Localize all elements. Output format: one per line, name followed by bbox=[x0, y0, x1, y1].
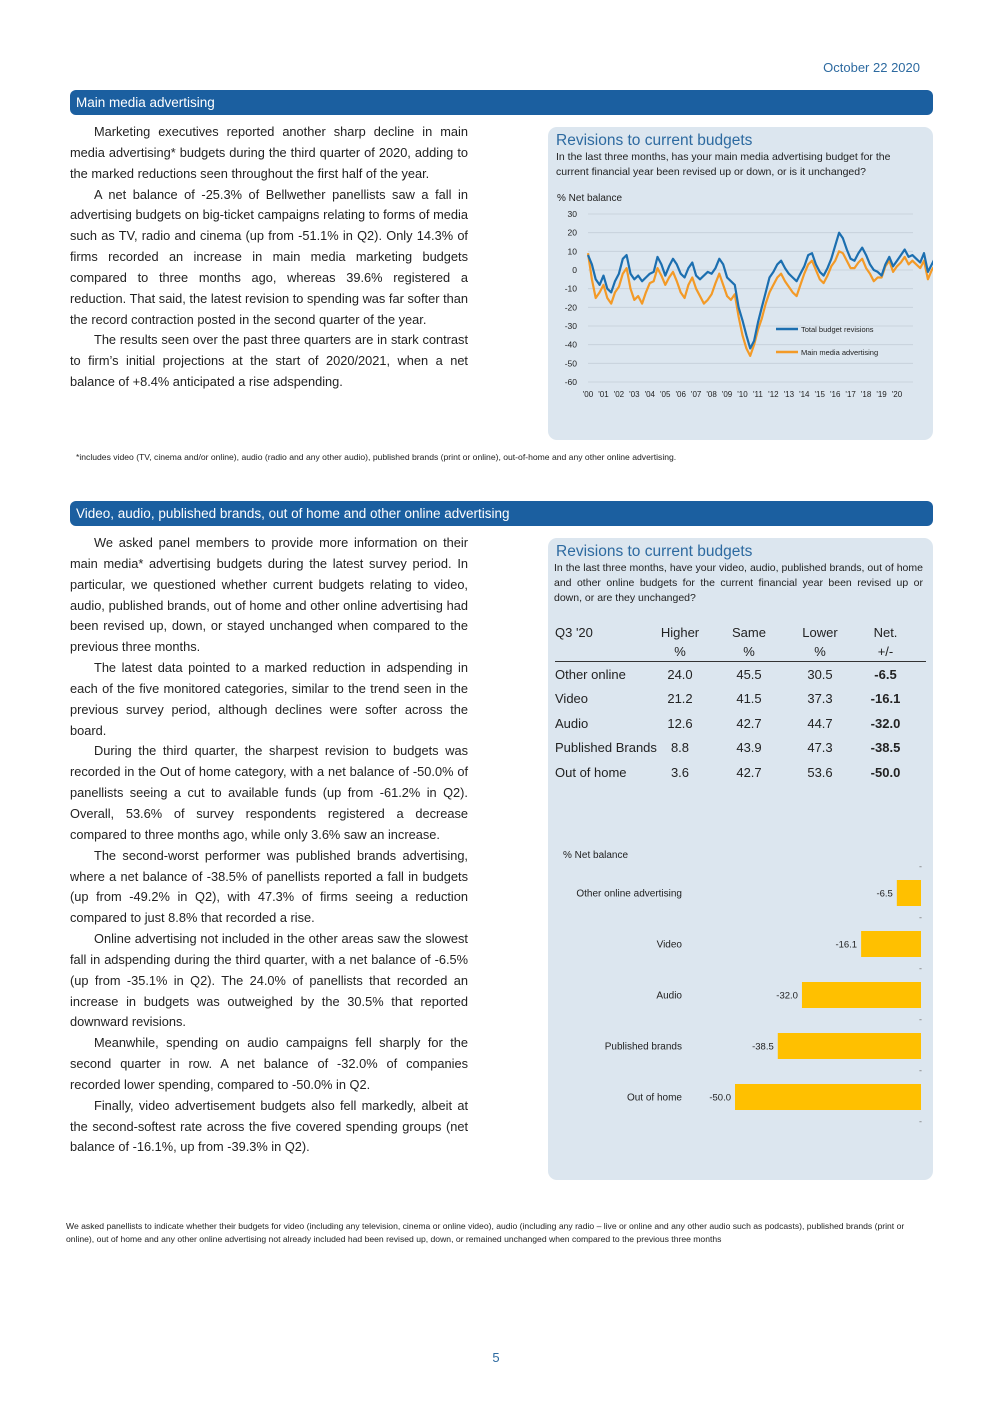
bar-value-label: -50.0 bbox=[709, 1092, 731, 1104]
cell-net: -32.0 bbox=[870, 715, 901, 731]
x-tick-label: '15 bbox=[814, 390, 825, 399]
bar-4 bbox=[735, 1084, 921, 1110]
revisions-chart-panel bbox=[548, 127, 933, 440]
panel-title: Revisions to current budgets bbox=[556, 543, 753, 560]
cell-same: 41.5 bbox=[736, 691, 762, 707]
x-tick-label: '05 bbox=[660, 390, 671, 399]
row-label: Audio bbox=[555, 715, 589, 731]
cell-net: -38.5 bbox=[870, 740, 901, 756]
cell-lower: 37.3 bbox=[807, 691, 833, 707]
channel-revisions-panel bbox=[548, 538, 933, 1180]
header-higher: Higher bbox=[660, 625, 700, 640]
bar-value-label: -6.5 bbox=[876, 888, 893, 900]
paragraph: The second-worst performer was published brands advertising, where a net balance of -38.5% of panellists reported a fall in budgets (up from -49.2% in Q2), with 47.3% of firms seeing a reduction compared to just 8.8% that recorded a rise. bbox=[70, 847, 468, 926]
x-tick-label: '04 bbox=[644, 390, 656, 399]
x-tick-label: '10 bbox=[737, 390, 748, 399]
section-title-main-media: Main media advertising bbox=[70, 90, 933, 115]
cell-same: 42.7 bbox=[736, 715, 762, 731]
table-row bbox=[555, 662, 926, 687]
x-tick-label: '03 bbox=[629, 390, 640, 399]
cell-same: 42.7 bbox=[736, 764, 762, 780]
row-label: Out of home bbox=[555, 764, 627, 780]
bar-1 bbox=[861, 931, 921, 957]
axis-tick-mark: - bbox=[919, 1065, 922, 1076]
x-tick-label: '16 bbox=[829, 390, 841, 399]
x-tick-label: '14 bbox=[799, 390, 810, 399]
bar-value-label: -38.5 bbox=[752, 1041, 774, 1053]
paragraph: We asked panel members to provide more information on their main media* advertising budgets during the latest survey period. In particular, we questioned whether current budgets relating to video, audio, published brands, out of home and other online advertising had been revised up, down, or stayed unchanged when compared to the previous three months. bbox=[70, 535, 468, 655]
cell-higher: 24.0 bbox=[667, 666, 693, 682]
y-axis-label: % Net balance bbox=[557, 193, 623, 204]
x-tick-label: '09 bbox=[721, 390, 733, 399]
bar-value-label: -16.1 bbox=[835, 939, 858, 951]
bar-value-label: -32.0 bbox=[776, 990, 798, 1002]
y-tick-label: -20 bbox=[564, 302, 577, 313]
panel-subtitle: In the last three months, has your main media advertising budget for the current financial year been revised up or down, or is it unchanged? bbox=[556, 151, 891, 178]
header-lower: Lower bbox=[802, 625, 838, 640]
bar-3 bbox=[778, 1033, 921, 1059]
channels-footnote: We asked panellists to indicate whether their budgets for video (including any television, cinema or online video), audio (including any radio – live or online and any other audio such as podcasts), published brands (print or online), out of home and any other online advertising not already included had been revised up, down, or remained unchanged when compared to the previous three months bbox=[66, 1221, 905, 1244]
x-tick-label: '07 bbox=[690, 390, 702, 399]
cell-lower: 30.5 bbox=[807, 666, 833, 682]
x-tick-label: '01 bbox=[598, 390, 609, 399]
cell-net: -6.5 bbox=[874, 666, 897, 682]
category-label: Audio bbox=[656, 990, 682, 1002]
cell-higher: 21.2 bbox=[667, 691, 693, 707]
cell-same: 45.5 bbox=[736, 666, 762, 682]
table-subheader-row bbox=[555, 642, 926, 662]
x-tick-label: '12 bbox=[768, 390, 779, 399]
y-tick-label: -60 bbox=[564, 377, 577, 387]
x-tick-label: '20 bbox=[891, 390, 903, 399]
axis-tick-mark: - bbox=[919, 1014, 922, 1025]
y-axis-label: % Net balance bbox=[563, 850, 629, 861]
row-label: Published Brands bbox=[555, 740, 657, 756]
category-label: Published brands bbox=[604, 1041, 682, 1053]
y-tick-label: -10 bbox=[564, 283, 577, 294]
x-tick-label: '06 bbox=[675, 390, 686, 399]
panel-subtitle: In the last three months, have your video, audio, published brands, out of home and other online budgets for the current financial year been revised up or down, or are they unchanged? bbox=[554, 562, 923, 604]
x-tick-label: '08 bbox=[706, 390, 717, 399]
channels-body-text bbox=[70, 533, 468, 1158]
cell-lower: 44.7 bbox=[807, 715, 833, 731]
category-label: Out of home bbox=[626, 1092, 682, 1104]
row-label: Other online bbox=[555, 666, 626, 682]
header-same: Same bbox=[732, 625, 766, 640]
section-title-channels: Video, audio, published brands, out of home and other online advertising bbox=[70, 501, 933, 526]
subheader-net: +/- bbox=[877, 644, 894, 659]
y-tick-label: -30 bbox=[564, 321, 577, 331]
paragraph: Finally, video advertisement budgets also fell markedly, albeit at the second-softest rate across the five covered spending groups (net balance of -16.1%, up from -39.3% in Q2). bbox=[70, 1097, 468, 1155]
legend-label: Total budget revisions bbox=[801, 325, 874, 334]
y-tick-label: 20 bbox=[567, 227, 577, 238]
cell-net: -50.0 bbox=[870, 764, 901, 780]
row-label: Video bbox=[555, 691, 589, 707]
category-label: Video bbox=[656, 939, 682, 951]
main-media-footnote: *includes video (TV, cinema and/or online), audio (radio and any other audio), published brands (print or online), out-of-home and any other online advertising. bbox=[76, 452, 677, 462]
axis-tick-mark: - bbox=[919, 912, 922, 923]
subheader-period bbox=[555, 642, 657, 662]
y-tick-label: -50 bbox=[564, 358, 577, 369]
y-tick-label: 10 bbox=[567, 246, 577, 257]
x-tick-label: '18 bbox=[860, 390, 872, 399]
cell-higher: 8.8 bbox=[670, 740, 690, 756]
subheader-higher: % bbox=[674, 644, 686, 659]
axis-tick-mark: - bbox=[919, 963, 922, 974]
cell-lower: 53.6 bbox=[807, 764, 833, 780]
cell-higher: 12.6 bbox=[667, 715, 693, 731]
legend-label: Main media advertising bbox=[801, 348, 879, 357]
paragraph: Marketing executives reported another sharp decline in main media advertising* budgets during the third quarter of 2020, adding to the marked reductions seen throughout the first half of the year. bbox=[70, 124, 468, 181]
table-row bbox=[555, 711, 926, 736]
x-tick-label: '13 bbox=[783, 390, 795, 399]
paragraph: The results seen over the past three quarters are in stark contrast to firm’s initial projections at the start of 2020/2021, when a net balance of +8.4% anticipated a rise adspending. bbox=[70, 332, 468, 390]
paragraph: A net balance of -25.3% of Bellwether panellists saw a fall in advertising budgets on big-ticket campaigns relating to forms of media such as TV, radio and cinema (up from -51.1% in Q2). Only 14.3% of firms recorded an increase in main media marketing budgets compared to three months ago, whereas 39.6% registered a reduction. That said, the latest revision to spending was far softer than the record contraction posted in the second quarter of the year. bbox=[70, 186, 468, 327]
paragraph: The latest data pointed to a marked reduction in adspending in each of the five monitored categories, similar to the trend seen in the previous survey period, although declines were softer across the board. bbox=[70, 660, 468, 738]
paragraph: Online advertising not included in the other areas saw the slowest fall in adspending during the third quarter, with a net balance of -6.5% (up from -35.1% in Q2). The 24.0% of panellists that recorded an increase in budgets was outweighed by the 30.5% that reported downward revisions. bbox=[70, 931, 468, 1030]
subheader-lower: % bbox=[814, 644, 826, 659]
cell-lower: 47.3 bbox=[807, 740, 833, 756]
bar-0 bbox=[897, 880, 921, 906]
category-label: Other online advertising bbox=[576, 888, 682, 900]
net-balance-line-chart bbox=[548, 127, 933, 440]
y-tick-label: 0 bbox=[572, 265, 577, 275]
table-header-row bbox=[555, 623, 926, 642]
net-balance-bar-chart bbox=[548, 838, 933, 1138]
y-tick-label: -40 bbox=[564, 339, 577, 350]
x-tick-label: '00 bbox=[582, 390, 594, 399]
subheader-same: % bbox=[743, 644, 755, 659]
page-number: 5 bbox=[492, 1350, 500, 1365]
table-row bbox=[555, 760, 926, 785]
x-tick-label: '11 bbox=[753, 390, 763, 399]
header-net: Net. bbox=[873, 625, 898, 640]
y-tick-label: 30 bbox=[567, 209, 577, 219]
panel-title: Revisions to current budgets bbox=[556, 132, 753, 149]
header-period: Q3 '20 bbox=[555, 625, 593, 640]
x-tick-label: '02 bbox=[613, 390, 625, 399]
cell-net: -16.1 bbox=[870, 691, 901, 707]
x-tick-label: '17 bbox=[845, 390, 856, 399]
cell-same: 43.9 bbox=[736, 740, 762, 756]
paragraph: Meanwhile, spending on audio campaigns fell sharply for the second quarter in row. A net balance of -32.0% of companies recorded lower spending, compared to -50.0% in Q2. bbox=[70, 1035, 468, 1092]
report-date: October 22 2020 bbox=[823, 60, 920, 75]
paragraph: During the third quarter, the sharpest revision to budgets was recorded in the Out of home category, with a net balance of -50.0% of panellists seeing a cut to available funds (up from -61.2% in Q2). Overall, 53.6% of survey respondents registered a decrease compared to three months ago, while only 3.6% saw an increase. bbox=[70, 743, 468, 842]
table-row bbox=[555, 736, 926, 761]
budget-revisions-table bbox=[555, 623, 926, 785]
bar-2 bbox=[802, 982, 921, 1008]
cell-higher: 3.6 bbox=[670, 764, 690, 780]
table-row bbox=[555, 687, 926, 712]
main-media-body-text bbox=[70, 122, 468, 393]
x-tick-label: '19 bbox=[876, 390, 887, 399]
axis-tick-mark: - bbox=[919, 1116, 922, 1127]
axis-tick-mark: - bbox=[919, 861, 922, 872]
